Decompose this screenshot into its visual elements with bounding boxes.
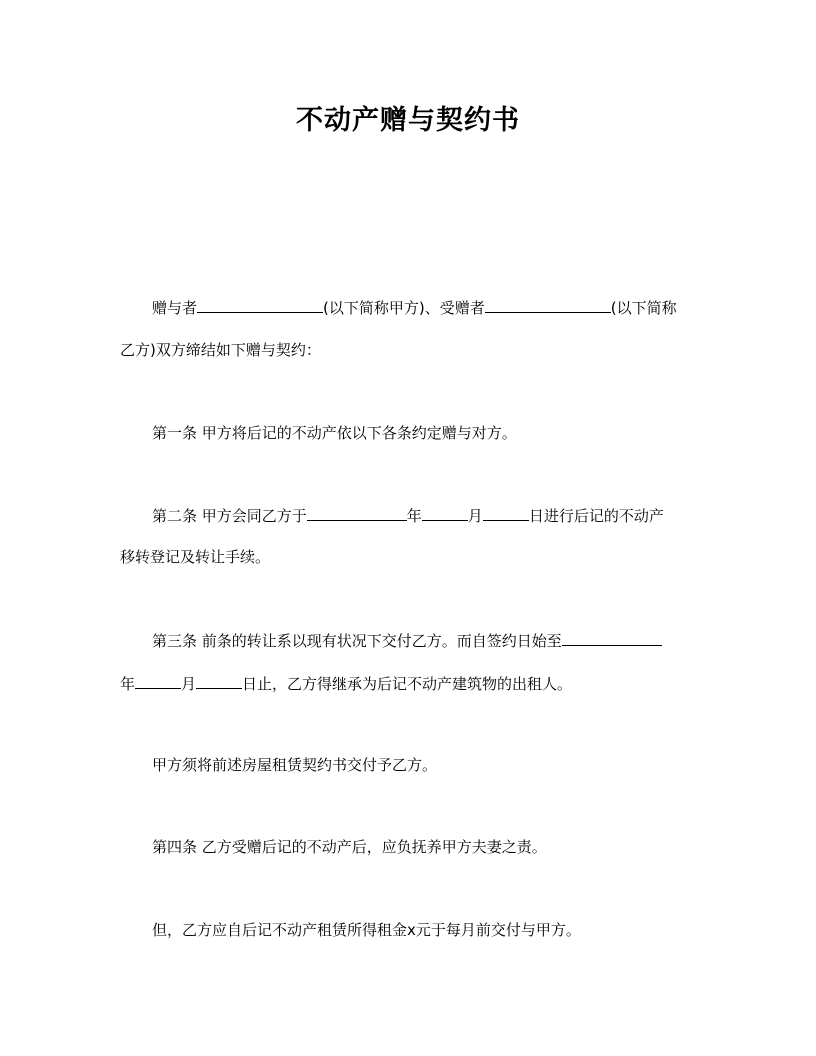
- article-2-line1: [120, 505, 732, 526]
- document-title: 不动产赠与契约书: [296, 105, 520, 136]
- paragraph-parties-line1: [120, 297, 732, 318]
- party-text-tail: (以下简称: [610, 299, 677, 317]
- article-3-tail: 日止，乙方得继承为后记不动产建筑物的出租人。: [242, 675, 573, 693]
- year-blank: [307, 505, 407, 521]
- article-3-line1: [120, 630, 732, 651]
- year-label: 年: [120, 675, 136, 693]
- year-label: 年: [406, 507, 422, 525]
- day-blank: [196, 673, 242, 689]
- article-2-tail: 日进行后记的不动产: [528, 507, 664, 525]
- paragraph-rent: 但，乙方应自后记不动产租赁所得租金x元于每月前交付与甲方。: [152, 921, 581, 939]
- article-3-line2: [120, 673, 700, 694]
- month-label: 月: [181, 675, 197, 693]
- paragraph-lease: 甲方须将前述房屋租赁契约书交付予乙方。: [152, 756, 438, 774]
- donee-blank: [485, 297, 611, 313]
- day-blank: [483, 505, 529, 521]
- paragraph-parties-line2: 乙方)双方缔结如下赠与契约：: [120, 341, 321, 359]
- party-text: (以下简称甲方)、受赠者: [323, 299, 485, 317]
- article-2-line2: 移转登记及转让手续。: [120, 548, 271, 566]
- donor-blank: [197, 297, 323, 313]
- article-1: 第一条 甲方将后记的不动产依以下各条约定赠与对方。: [152, 424, 517, 442]
- year-blank: [562, 630, 662, 646]
- article-2-lead: 第二条 甲方会同乙方于: [152, 507, 307, 525]
- article-3-lead: 第三条 前条的转让系以现有状况下交付乙方。而自签约日始至: [152, 632, 562, 650]
- donor-label: 赠与者: [152, 299, 198, 317]
- article-4: 第四条 乙方受赠后记的不动产后，应负抚养甲方夫妻之责。: [152, 838, 547, 856]
- month-blank: [135, 673, 181, 689]
- month-blank: [422, 505, 468, 521]
- month-label: 月: [467, 507, 483, 525]
